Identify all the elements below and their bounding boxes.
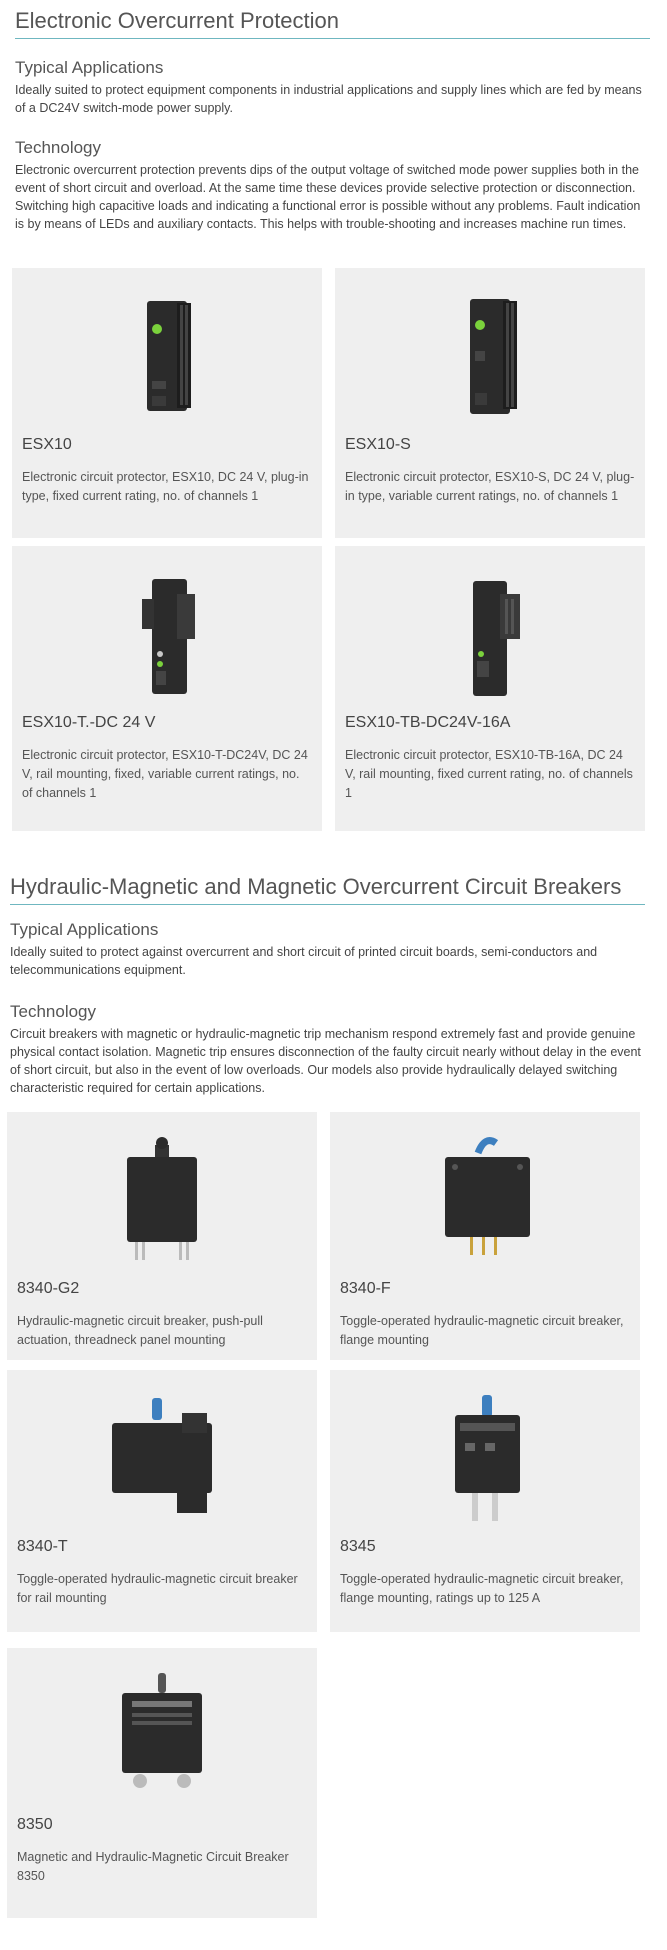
product-image bbox=[7, 1658, 317, 1813]
product-card-esx10[interactable] bbox=[12, 268, 322, 538]
product-title[interactable]: 8340-F bbox=[340, 1280, 391, 1297]
product-title[interactable]: 8340-T bbox=[17, 1538, 68, 1555]
product-card-esx10-t[interactable] bbox=[12, 546, 322, 831]
product-image bbox=[7, 1122, 317, 1277]
product-description: Electronic circuit protector, ESX10-TB-16A, DC 24 V, rail mounting, fixed current rating, no. of channels 1 bbox=[345, 748, 633, 800]
product-title[interactable]: ESX10-TB-DC24V-16A bbox=[345, 714, 511, 731]
product-image bbox=[12, 278, 322, 433]
product-description: Hydraulic-magnetic circuit breaker, push-pull actuation, threadneck panel mounting bbox=[17, 1314, 263, 1347]
product-image bbox=[7, 1380, 317, 1535]
technology-heading: Technology bbox=[15, 138, 102, 157]
section-title: Hydraulic-Magnetic and Magnetic Overcurrent Circuit Breakers bbox=[10, 874, 645, 905]
product-card-8345[interactable] bbox=[330, 1370, 640, 1632]
product-title[interactable]: ESX10 bbox=[22, 436, 72, 453]
applications-heading: Typical Applications bbox=[10, 920, 159, 939]
product-description: Toggle-operated hydraulic-magnetic circuit breaker, flange mounting, ratings up to 125 A bbox=[340, 1572, 624, 1605]
product-description: Electronic circuit protector, ESX10-S, DC 24 V, plug-in type, variable current ratings, no. of channels 1 bbox=[345, 470, 635, 503]
product-description: Electronic circuit protector, ESX10-T-DC24V, DC 24 V, rail mounting, fixed, variable current ratings, no. of channels 1 bbox=[22, 748, 308, 800]
product-image bbox=[12, 556, 322, 711]
product-description: Electronic circuit protector, ESX10, DC 24 V, plug-in type, fixed current rating, no. of channels 1 bbox=[22, 470, 309, 503]
product-card-8340-g2[interactable] bbox=[7, 1112, 317, 1360]
product-card-8340-t[interactable] bbox=[7, 1370, 317, 1632]
product-image bbox=[335, 556, 645, 711]
product-description: Magnetic and Hydraulic-Magnetic Circuit Breaker 8350 bbox=[17, 1850, 289, 1883]
applications-text: Ideally suited to protect against overcurrent and short circuit of printed circuit boards, semi-conductors and telecommunications equipment. bbox=[10, 945, 598, 977]
applications-heading: Typical Applications bbox=[15, 58, 164, 77]
product-title[interactable]: 8345 bbox=[340, 1538, 376, 1555]
product-image bbox=[330, 1380, 640, 1535]
product-title[interactable]: 8340-G2 bbox=[17, 1280, 80, 1297]
product-title[interactable]: 8350 bbox=[17, 1816, 53, 1833]
product-card-esx10-tb[interactable] bbox=[335, 546, 645, 831]
product-image bbox=[330, 1122, 640, 1277]
applications-text: Ideally suited to protect equipment components in industrial applications and supply lines which are fed by means of a DC24V switch-mode power supply. bbox=[15, 83, 642, 115]
technology-text: Electronic overcurrent protection prevents dips of the output voltage of switched mode power supplies both in the event of short circuit and overload. At the same time these devices provide selective protection or disconnection. Switching high capacitive loads and indicating a functional error is possible without any problems. Fault indication is by means of LEDs and auxiliary contacts. This helps with trouble-shooting and increases machine run times. bbox=[15, 163, 641, 231]
product-card-8340-f[interactable] bbox=[330, 1112, 640, 1360]
product-image bbox=[335, 278, 645, 433]
product-description: Toggle-operated hydraulic-magnetic circuit breaker, flange mounting bbox=[340, 1314, 624, 1347]
technology-text: Circuit breakers with magnetic or hydraulic-magnetic trip mechanism respond extremely fast and provide genuine physical contact isolation. Magnetic trip ensures disconnection of the faulty circuit nearly without delay in the event of short circuit, but also in the event of low overloads. Our models also provide hydraulically delayed switching characteristic required for certain applications. bbox=[10, 1027, 641, 1095]
section-title: Electronic Overcurrent Protection bbox=[15, 8, 650, 39]
product-card-8350[interactable] bbox=[7, 1648, 317, 1918]
technology-heading: Technology bbox=[10, 1002, 97, 1021]
product-card-esx10-s[interactable] bbox=[335, 268, 645, 538]
product-description: Toggle-operated hydraulic-magnetic circuit breaker for rail mounting bbox=[17, 1572, 298, 1605]
product-title[interactable]: ESX10-T.-DC 24 V bbox=[22, 714, 156, 731]
product-title[interactable]: ESX10-S bbox=[345, 436, 411, 453]
